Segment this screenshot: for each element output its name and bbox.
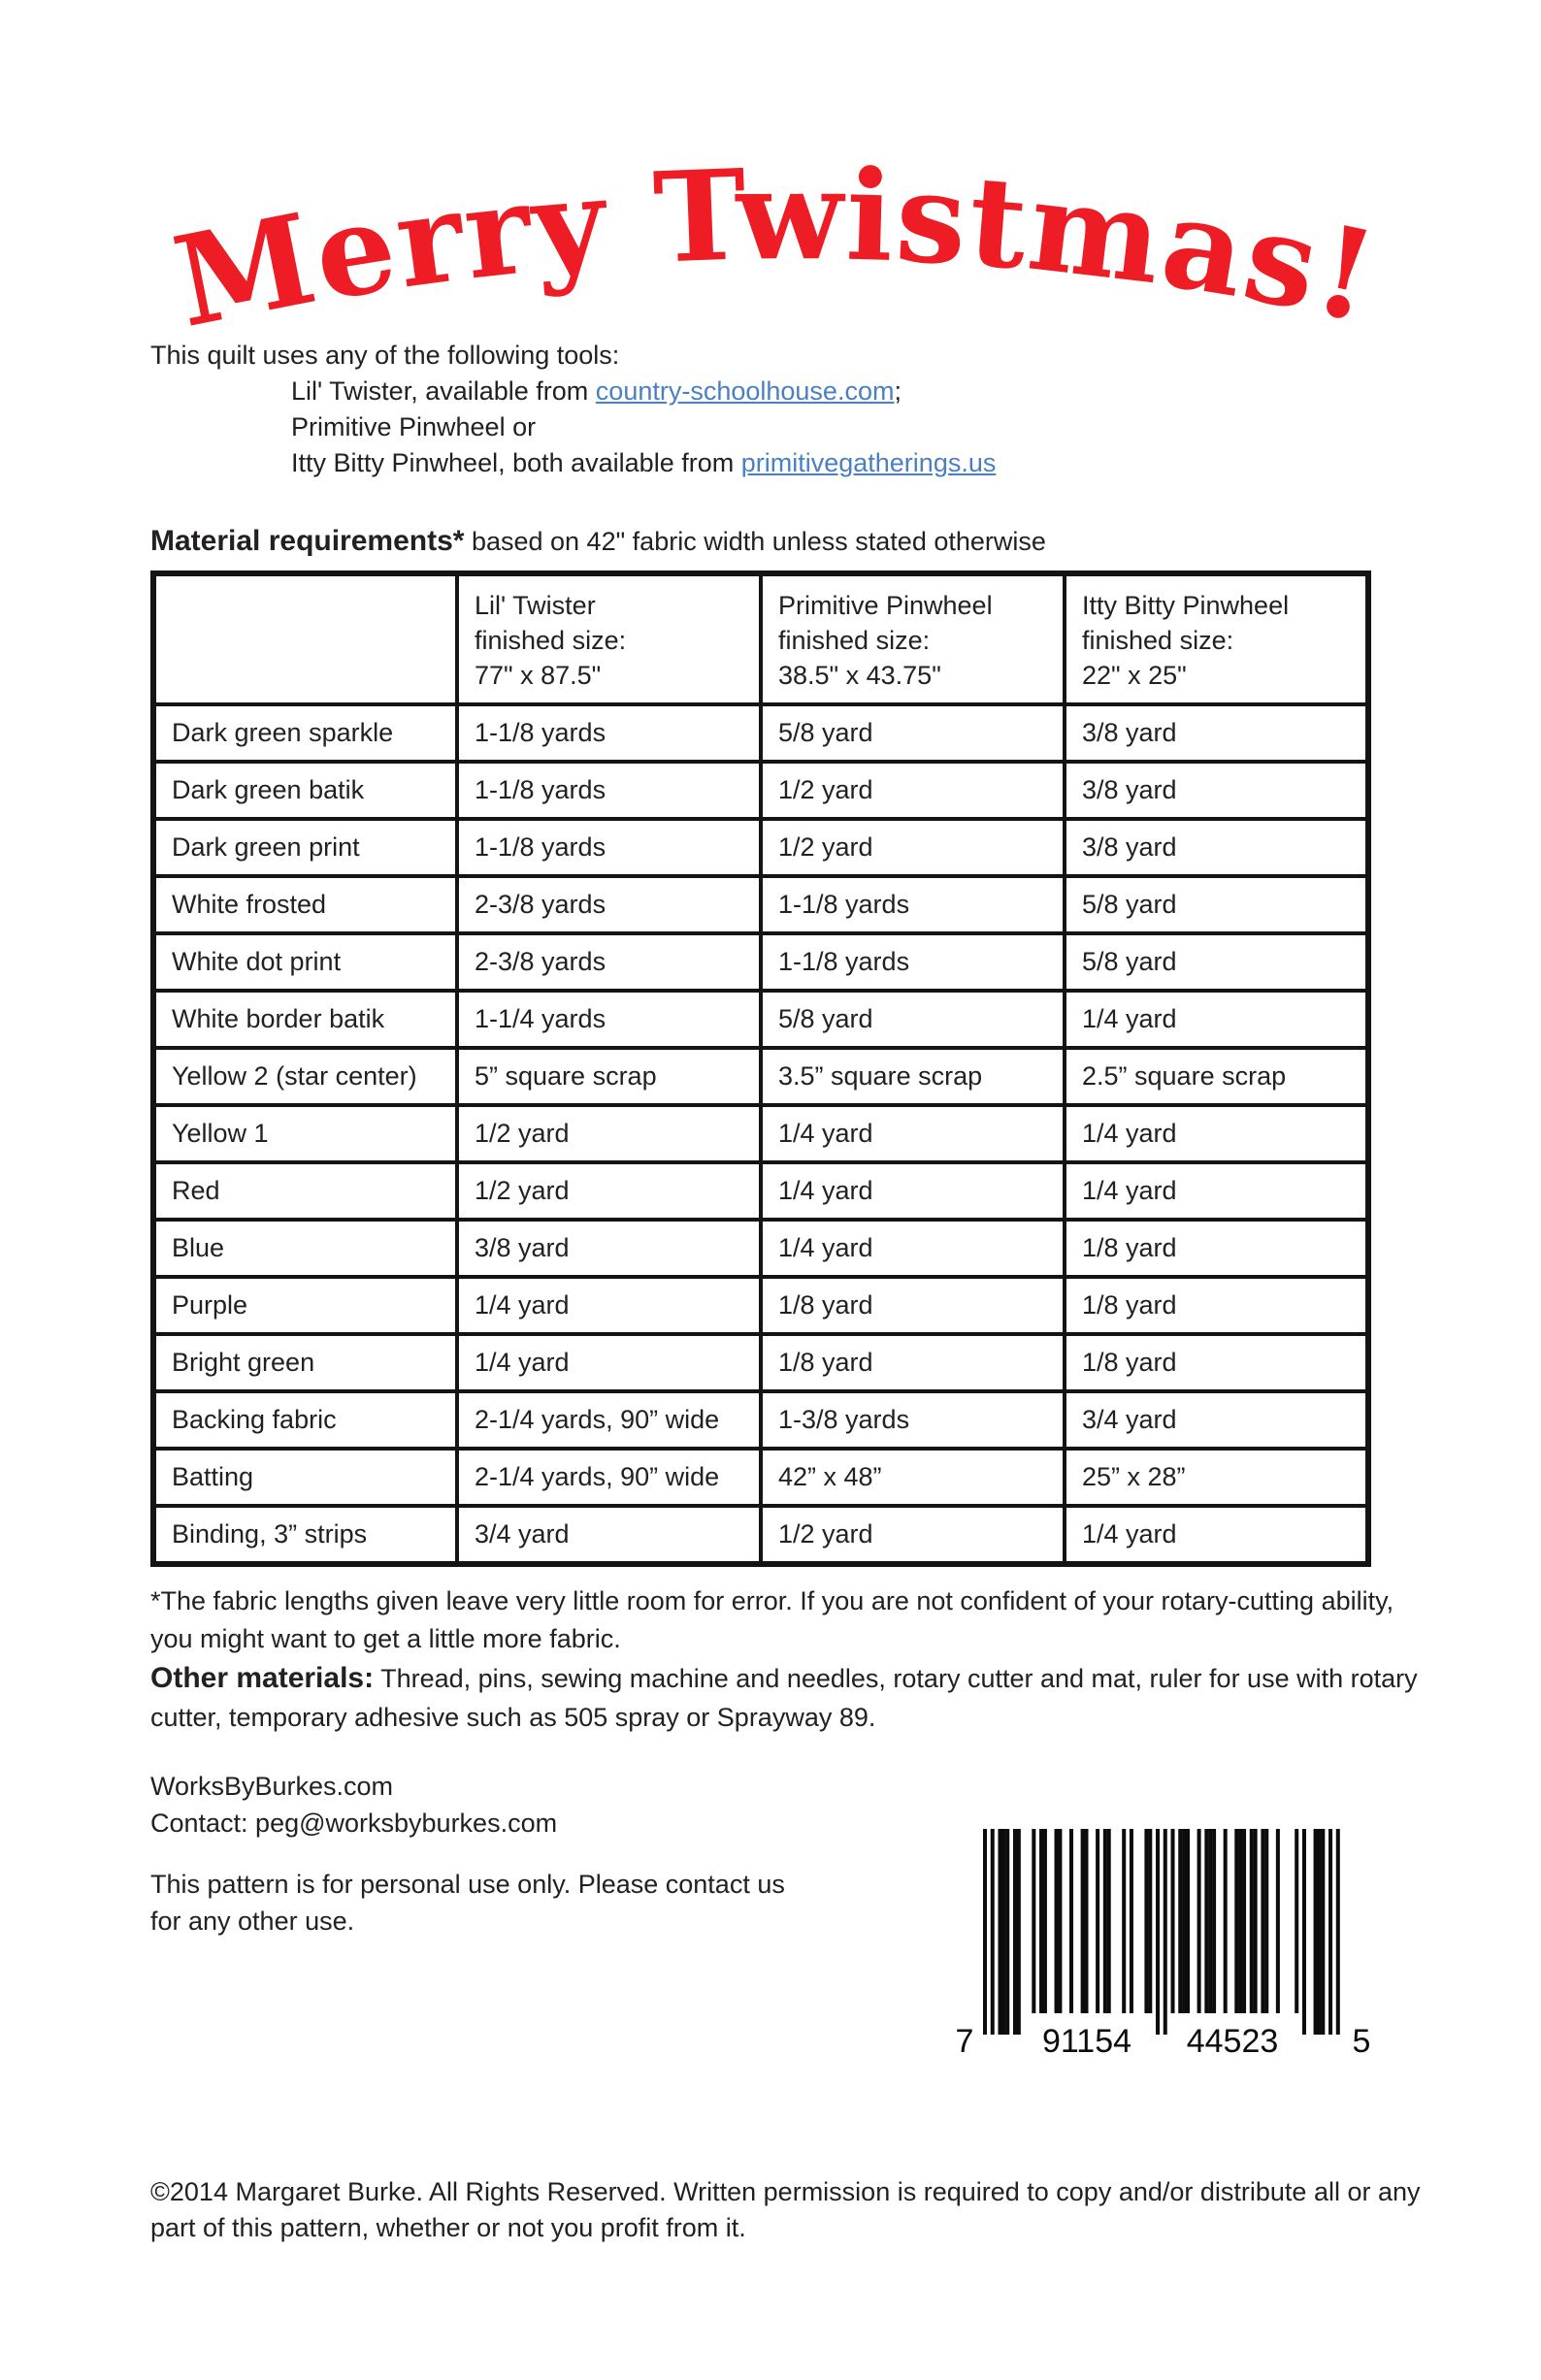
table-row (153, 1391, 1368, 1449)
material-name: Bright green (153, 1334, 457, 1391)
material-name: Yellow 2 (star center) (153, 1048, 457, 1105)
intro-line: Primitive Pinwheel or (291, 412, 537, 441)
material-amount: 1/4 yard (1065, 1506, 1368, 1564)
barcode (951, 1829, 1378, 2060)
material-amount: 1/8 yard (761, 1334, 1065, 1391)
material-amount: 1-1/8 yards (457, 819, 761, 876)
column-header: Itty Bitty Pinwheel finished size: 22" x 25" (1065, 573, 1368, 704)
column-header: Primitive Pinwheel finished size: 38.5" x 43.75" (761, 573, 1065, 704)
material-name: Red (153, 1162, 457, 1220)
material-name: Dark green print (153, 819, 457, 876)
table-row (153, 991, 1368, 1048)
material-amount: 1/4 yard (761, 1105, 1065, 1162)
material-amount: 1/8 yard (761, 1277, 1065, 1334)
materials-table (150, 571, 1371, 1567)
material-amount: 3/4 yard (1065, 1391, 1368, 1449)
material-amount: 1/4 yard (1065, 1162, 1368, 1220)
material-name: White border batik (153, 991, 457, 1048)
other-materials (150, 1659, 1424, 1737)
material-amount: 2-1/4 yards, 90” wide (457, 1449, 761, 1506)
material-amount: 1/2 yard (761, 762, 1065, 819)
material-amount: 1/8 yard (1065, 1220, 1368, 1277)
barcode-digit: 7 (955, 2023, 974, 2060)
material-amount: 5/8 yard (761, 704, 1065, 762)
table-row (153, 1162, 1368, 1220)
website-text: WorksByBurkes.com (150, 1772, 394, 1801)
intro-line: Itty Bitty Pinwheel, both available from primitivegatherings.us (291, 448, 997, 477)
material-name: Batting (153, 1449, 457, 1506)
material-amount: 1/4 yard (761, 1162, 1065, 1220)
other-materials-text: Thread, pins, sewing machine and needles, rotary cutter and mat, ruler for use with rotary cutter, temporary adhesive such as 505 spray or Sprayway 89. (150, 1664, 1418, 1732)
material-amount: 5” square scrap (457, 1048, 761, 1105)
table-row (153, 1220, 1368, 1277)
material-amount: 1/2 yard (761, 819, 1065, 876)
material-amount: 3/8 yard (1065, 819, 1368, 876)
material-name: Dark green sparkle (153, 704, 457, 762)
table-row (153, 876, 1368, 933)
intro-line: Lil' Twister, available from country-schoolhouse.com; (291, 376, 902, 406)
table-row (153, 1334, 1368, 1391)
intro-lines (150, 374, 996, 481)
copyright-text: ©2014 Margaret Burke. All Rights Reserved. Written permission is required to copy and/or distribute all or any part of this pattern, whether or not you profit from it. (150, 2177, 1421, 2242)
table-row (153, 819, 1368, 876)
page-title-text: Merry Twistmas! (163, 143, 1390, 356)
material-name: Backing fabric (153, 1391, 457, 1449)
material-name: White dot print (153, 933, 457, 991)
table-row (153, 1105, 1368, 1162)
table-row (153, 762, 1368, 819)
barcode-digit: 44523 (1186, 2023, 1279, 2060)
barcode-digit: 91154 (1041, 2023, 1132, 2060)
usage-note: This pattern is for personal use only. Please contact us for any other use. (150, 1870, 785, 1936)
barcode-digit: 5 (1352, 2023, 1371, 2060)
tool-link-country-schoolhouse-com[interactable]: country-schoolhouse.com (595, 376, 895, 406)
material-amount: 5/8 yard (1065, 876, 1368, 933)
material-name: White frosted (153, 876, 457, 933)
material-amount: 2.5” square scrap (1065, 1048, 1368, 1105)
material-amount: 2-3/8 yards (457, 933, 761, 991)
material-amount: 2-1/4 yards, 90” wide (457, 1391, 761, 1449)
material-amount: 42” x 48” (761, 1449, 1065, 1506)
intro-heading: This quilt uses any of the following tools: (150, 341, 620, 370)
material-amount: 1/2 yard (761, 1506, 1065, 1564)
table-row (153, 1048, 1368, 1105)
material-amount: 3/8 yard (1065, 762, 1368, 819)
intro-block (150, 338, 996, 481)
table-row (153, 704, 1368, 762)
materials-heading (150, 525, 1046, 558)
material-amount: 1/4 yard (1065, 991, 1368, 1048)
contact-block (150, 1768, 557, 1842)
barcode-bars (983, 1829, 1340, 2035)
material-amount: 3.5” square scrap (761, 1048, 1065, 1105)
material-amount: 1/2 yard (457, 1162, 761, 1220)
material-amount: 1/2 yard (457, 1105, 761, 1162)
material-amount: 1/8 yard (1065, 1334, 1368, 1391)
table-row (153, 1277, 1368, 1334)
material-name: Blue (153, 1220, 457, 1277)
materials-table-body (153, 704, 1368, 1564)
fabric-footnote: *The fabric lengths given leave very little room for error. If you are not confident of your rotary-cutting ability, you might want to get a little more fabric. (150, 1586, 1394, 1653)
contact-email-line: Contact: peg@worksbyburkes.com (150, 1809, 558, 1838)
material-amount: 1/8 yard (1065, 1277, 1368, 1334)
tool-link-primitivegatherings-us[interactable]: primitivegatherings.us (740, 448, 997, 477)
material-amount: 3/4 yard (457, 1506, 761, 1564)
material-amount: 1-1/8 yards (761, 876, 1065, 933)
material-amount: 1-1/4 yards (457, 991, 761, 1048)
materials-table-header-row (153, 573, 1368, 704)
materials-heading-note: based on 42" fabric width unless stated otherwise (464, 527, 1046, 556)
material-amount: 1-1/8 yards (457, 762, 761, 819)
material-amount: 1/4 yard (457, 1277, 761, 1334)
page-title (0, 10, 1541, 369)
table-row (153, 933, 1368, 991)
material-amount: 5/8 yard (761, 991, 1065, 1048)
table-row (153, 1449, 1368, 1506)
material-amount: 1-1/8 yards (457, 704, 761, 762)
material-name: Yellow 1 (153, 1105, 457, 1162)
material-name: Dark green batik (153, 762, 457, 819)
material-amount: 1/4 yard (761, 1220, 1065, 1277)
table-row (153, 1506, 1368, 1564)
other-materials-heading: Other materials: (150, 1662, 375, 1694)
material-amount: 3/8 yard (1065, 704, 1368, 762)
material-amount: 5/8 yard (1065, 933, 1368, 991)
material-amount: 25” x 28” (1065, 1449, 1368, 1506)
material-amount: 1/4 yard (1065, 1105, 1368, 1162)
material-amount: 2-3/8 yards (457, 876, 761, 933)
column-header: Lil' Twister finished size: 77" x 87.5" (457, 573, 761, 704)
material-name: Purple (153, 1277, 457, 1334)
materials-heading-bold: Material requirements* (150, 525, 465, 557)
material-amount: 3/8 yard (457, 1220, 761, 1277)
material-name: Binding, 3” strips (153, 1506, 457, 1564)
column-header (153, 573, 457, 704)
material-amount: 1/4 yard (457, 1334, 761, 1391)
material-amount: 1-1/8 yards (761, 933, 1065, 991)
material-amount: 1-3/8 yards (761, 1391, 1065, 1449)
